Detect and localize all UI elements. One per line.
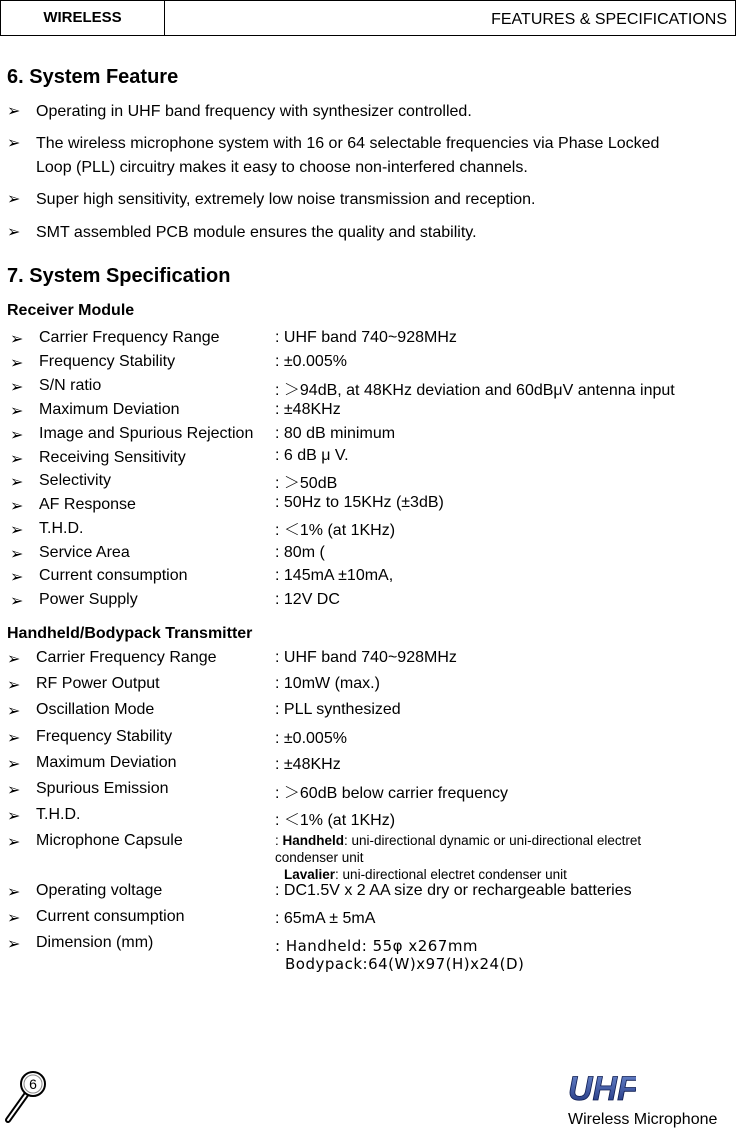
bullet-icon: ➢	[10, 546, 24, 563]
section-6-title: 6. System Feature	[7, 66, 179, 88]
svg-text:UHF: UHF	[568, 1070, 636, 1106]
bullet-icon: ➢	[7, 730, 21, 747]
spec-row: ➢ AF Response : 50Hz to 15KHz (±3dB)	[10, 494, 444, 515]
bullet-icon: ➢	[10, 355, 24, 372]
bullet-icon: ➢	[10, 498, 24, 515]
bullet-icon: ➢	[10, 331, 24, 348]
spec-row: ➢ Microphone Capsule : Handheld: uni-directional dynamic or uni-directional electret condenser unit Lavalier: uni-directional electret condenser unit	[7, 832, 732, 880]
bullet-icon: ➢	[7, 884, 21, 901]
dimension-value: : Handheld: 55φ x267mm Bodypack:64(W)x97(H)x24(D)	[275, 937, 525, 973]
bullet-icon: ➢	[10, 403, 24, 420]
bullet-icon: ➢	[7, 910, 21, 927]
spec-row: ➢ Carrier Frequency Range : UHF band 740~928MHz	[10, 329, 457, 348]
bullet-icon: ➢	[7, 135, 21, 152]
feature-item: ➢ The wireless microphone system with 16 or 64 selectable frequencies via Phase Locked Loop (PLL) circuitry makes it easy to choose non-interfered channels.	[7, 132, 727, 180]
spec-row: ➢ Frequency Stability : ±0.005%	[7, 728, 347, 747]
spec-row: ➢ Receiving Sensitivity : 6 dB μ V.	[10, 447, 349, 468]
spec-row: ➢ Spurious Emission : ＞60dB below carrier frequency	[7, 780, 509, 802]
bullet-icon: ➢	[7, 756, 21, 773]
spec-row: ➢ Current consumption : 145mA ±10mA,	[10, 567, 394, 586]
bullet-icon: ➢	[7, 677, 21, 694]
bullet-icon: ➢	[10, 474, 24, 491]
spec-row: ➢ T.H.D. : ＜1% (at 1KHz)	[10, 520, 396, 539]
bullet-icon: ➢	[10, 379, 24, 396]
page-header	[0, 0, 736, 36]
bullet-icon: ➢	[7, 834, 21, 851]
microphone-page-icon	[0, 1068, 50, 1124]
capsule-value: : Handheld: uni-directional dynamic or uni-directional electret condenser unit Lavalier: uni-directional electret condenser unit	[275, 833, 642, 882]
bullet-icon: ➢	[10, 522, 24, 539]
page-number: 6	[29, 1076, 37, 1092]
spec-row: ➢ Dimension (mm) : Handheld: 55φ x267mm Bodypack:64(W)x97(H)x24(D)	[7, 934, 525, 973]
bullet-icon: ➢	[7, 651, 21, 668]
feature-item: ➢ SMT assembled PCB module ensures the quality and stability.	[7, 221, 727, 245]
bullet-icon: ➢	[7, 103, 21, 120]
section-7-title: 7. System Specification	[7, 265, 231, 287]
spec-row: ➢ Service Area : 80m (	[10, 544, 325, 563]
receiver-module-title: Receiver Module	[7, 302, 135, 319]
spec-row: ➢ Carrier Frequency Range : UHF band 740~928MHz	[7, 649, 457, 668]
uhf-logo	[566, 1068, 636, 1106]
bullet-icon: ➢	[7, 936, 21, 953]
bullet-icon: ➢	[7, 224, 21, 241]
spec-row: ➢ Maximum Deviation : ±48KHz	[10, 401, 341, 420]
feature-item: ➢ Super high sensitivity, extremely low noise transmission and reception.	[7, 188, 727, 212]
bullet-icon: ➢	[10, 451, 24, 468]
bullet-icon: ➢	[7, 808, 21, 825]
spec-row: ➢ Selectivity : ＞50dB	[10, 472, 338, 492]
bullet-icon: ➢	[7, 191, 21, 208]
bullet-icon: ➢	[10, 427, 24, 444]
transmitter-title: Handheld/Bodypack Transmitter	[7, 625, 253, 642]
spec-row: ➢ Operating voltage : DC1.5V x 2 AA size dry or rechargeable batteries	[7, 882, 632, 901]
spec-row: ➢ Image and Spurious Rejection : 80 dB minimum	[10, 425, 396, 444]
spec-row: ➢ RF Power Output : 10mW (max.)	[7, 675, 380, 694]
bullet-icon: ➢	[10, 593, 24, 610]
spec-row: ➢ S/N ratio : ＞94dB, at 48KHz deviation and 60dBμV antenna input	[10, 377, 675, 399]
spec-row: ➢ Maximum Deviation : ±48KHz	[7, 754, 341, 773]
bullet-icon: ➢	[7, 782, 21, 799]
bullet-icon: ➢	[7, 703, 21, 720]
spec-row: ➢ T.H.D. : ＜1% (at 1KHz)	[7, 806, 396, 829]
spec-row: ➢ Current consumption : 65mA ± 5mA	[7, 908, 376, 927]
spec-row: ➢ Frequency Stability : ±0.005%	[10, 353, 347, 372]
header-section: FEATURES & SPECIFICATIONS	[491, 11, 727, 28]
bullet-icon: ➢	[10, 569, 24, 586]
footer-caption: Wireless Microphone	[568, 1111, 718, 1128]
spec-row: ➢ Power Supply : 12V DC	[10, 591, 340, 610]
spec-row: ➢ Oscillation Mode : PLL synthesized	[7, 701, 401, 720]
header-category: WIRELESS	[1, 1, 165, 35]
feature-item: ➢ Operating in UHF band frequency with synthesizer controlled.	[7, 100, 727, 124]
